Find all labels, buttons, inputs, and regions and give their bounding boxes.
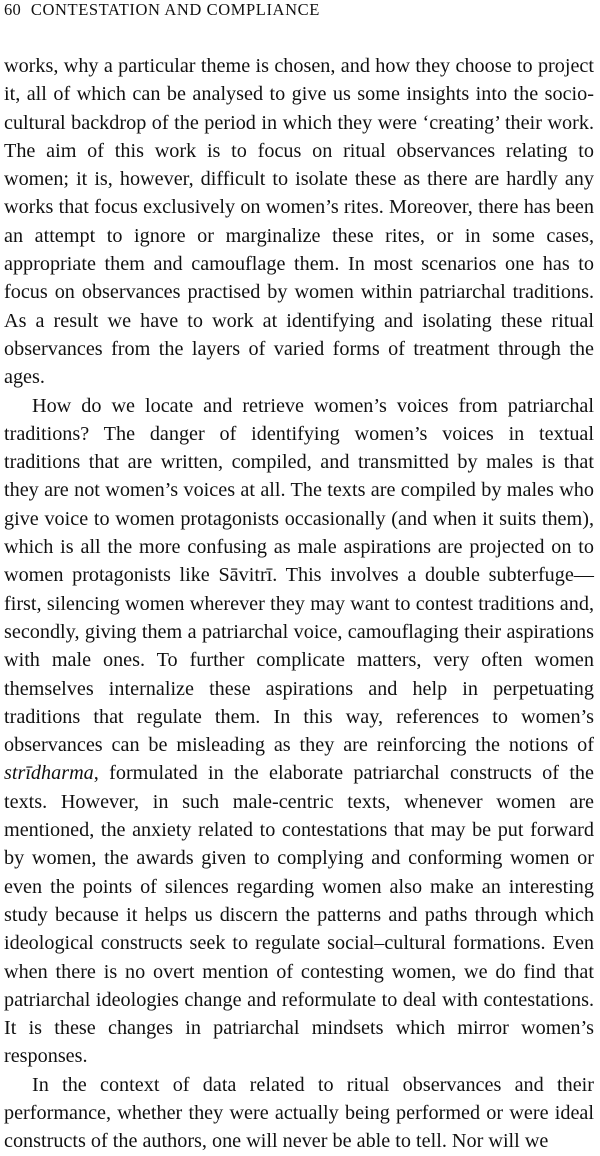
- paragraph-ritual-data: In the context of data related to ritual observances and their performance, whether they were actually being performed or were ideal constructs of the authors, one will never be able to tell. Nor will we: [4, 1073, 594, 1153]
- running-head-title: CONTESTATION AND COMPLIANCE: [30, 0, 320, 19]
- paragraph-womens-voices: [4, 392, 594, 1071]
- body-text: [4, 52, 594, 1156]
- running-head: [4, 0, 600, 20]
- page-number: 60: [4, 0, 21, 19]
- italic-term-stridharma: strīdharma: [4, 762, 94, 785]
- paragraph-text-after-term: , formulated in the elaborate patriarchal constructs of the texts. However, in such male-centric texts, whenever women are mentioned, the anxiety related to contestations that may be put forward by women, the awards given to complying and conforming women or even the points of silences regarding women also make an interesting study because it helps us discern the patterns and paths through which ideological constructs seek to regulate social–cultural formations. Even when there is no overt mention of contesting women, we do find that patriarchal ideologies change and reformulate to deal with contestations. It is these changes in patriarchal mindsets which mirror women’s responses.: [4, 762, 594, 1068]
- paragraph-continued: works, why a particular theme is chosen, and how they choose to project it, all of which can be analysed to give us some insights into the socio-cultural backdrop of the period in which they were ‘creating’ their work. The aim of this work is to focus on ritual observances relating to women; it is, however, difficult to isolate these as there are hardly any works that focus exclusively on women’s rites. Moreover, there has been an attempt to ignore or marginalize these rites, or in some cases, appropriate them and camouflage them. In most scenarios one has to focus on observances practised by women within patriarchal traditions. As a result we have to work at identifying and isolating these ritual observances from the layers of varied forms of treatment through the ages.: [4, 55, 594, 389]
- paragraph-text-before-term: How do we locate and retrieve women’s voices from patriarchal traditions? The danger of identifying women’s voices in textual traditions that are written, compiled, and transmitted by males is that they are not women’s voices at all. The texts are compiled by males who give voice to women protagonists occasionally (and when it suits them), which is all the more confusing as male aspirations are projected on to women protagonists like Sāvitrī. This involves a double subterfuge—first, silencing women wherever they may want to contest traditions and, secondly, giving them a patriarchal voice, camouflaging their aspirations with male ones. To further complicate matters, very often women themselves internalize these aspirations and help in perpetuating traditions that regulate them. In this way, references to women’s observances can be misleading as they are reinforcing the notions of: [4, 394, 594, 757]
